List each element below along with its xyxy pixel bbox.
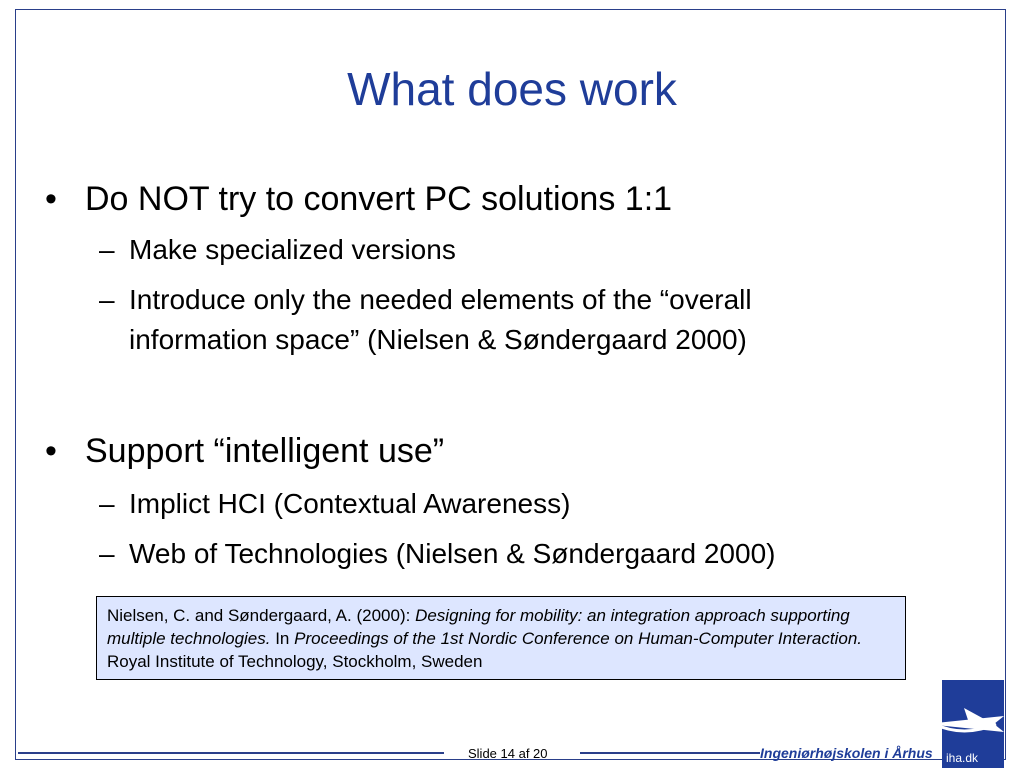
- bullet-2: [45, 432, 444, 471]
- slide-number: Slide 14 af 20: [468, 746, 548, 761]
- bullet-dot: •: [45, 180, 57, 218]
- dash: –: [99, 488, 115, 519]
- bullet-2-text: Support “intelligent use”: [85, 432, 445, 470]
- dash: –: [99, 284, 115, 315]
- reference-box: Nielsen, C. and Søndergaard, A. (2000): Designing for mobility: an integration approach supporting multiple technologies. In Proceedings of the 1st Nordic Conference on Human-Computer Interaction. Royal Institute of Technology, Stockholm, Sweden: [96, 596, 906, 680]
- institution-name: Ingeniørhøjskolen i Århus: [760, 745, 933, 761]
- iha-logo-icon: [924, 680, 1004, 768]
- sub-bullet-1-2-cont: information space” (Nielsen & Søndergaard 2000): [129, 324, 747, 355]
- sub-bullet-1-2: – Introduce only the needed elements of the “overall: [99, 280, 752, 320]
- sub-bullet-1-1: – Make specialized versions: [99, 230, 456, 270]
- sub-bullet-2-2: – Web of Technologies (Nielsen & Søndergaard 2000): [99, 534, 775, 574]
- slide-title: What does work: [347, 63, 677, 115]
- sub-bullet-2-1: – Implict HCI (Contextual Awareness): [99, 484, 570, 524]
- bullet-dot: •: [45, 432, 57, 470]
- dash: –: [99, 538, 115, 569]
- bullet-1-text: Do NOT try to convert PC solutions 1:1: [85, 180, 673, 218]
- logo-text: iha.dk: [946, 751, 979, 765]
- dash: –: [99, 234, 115, 265]
- footer-line-right: [580, 752, 760, 754]
- footer-line-left: [18, 752, 444, 754]
- bullet-1: [45, 180, 672, 219]
